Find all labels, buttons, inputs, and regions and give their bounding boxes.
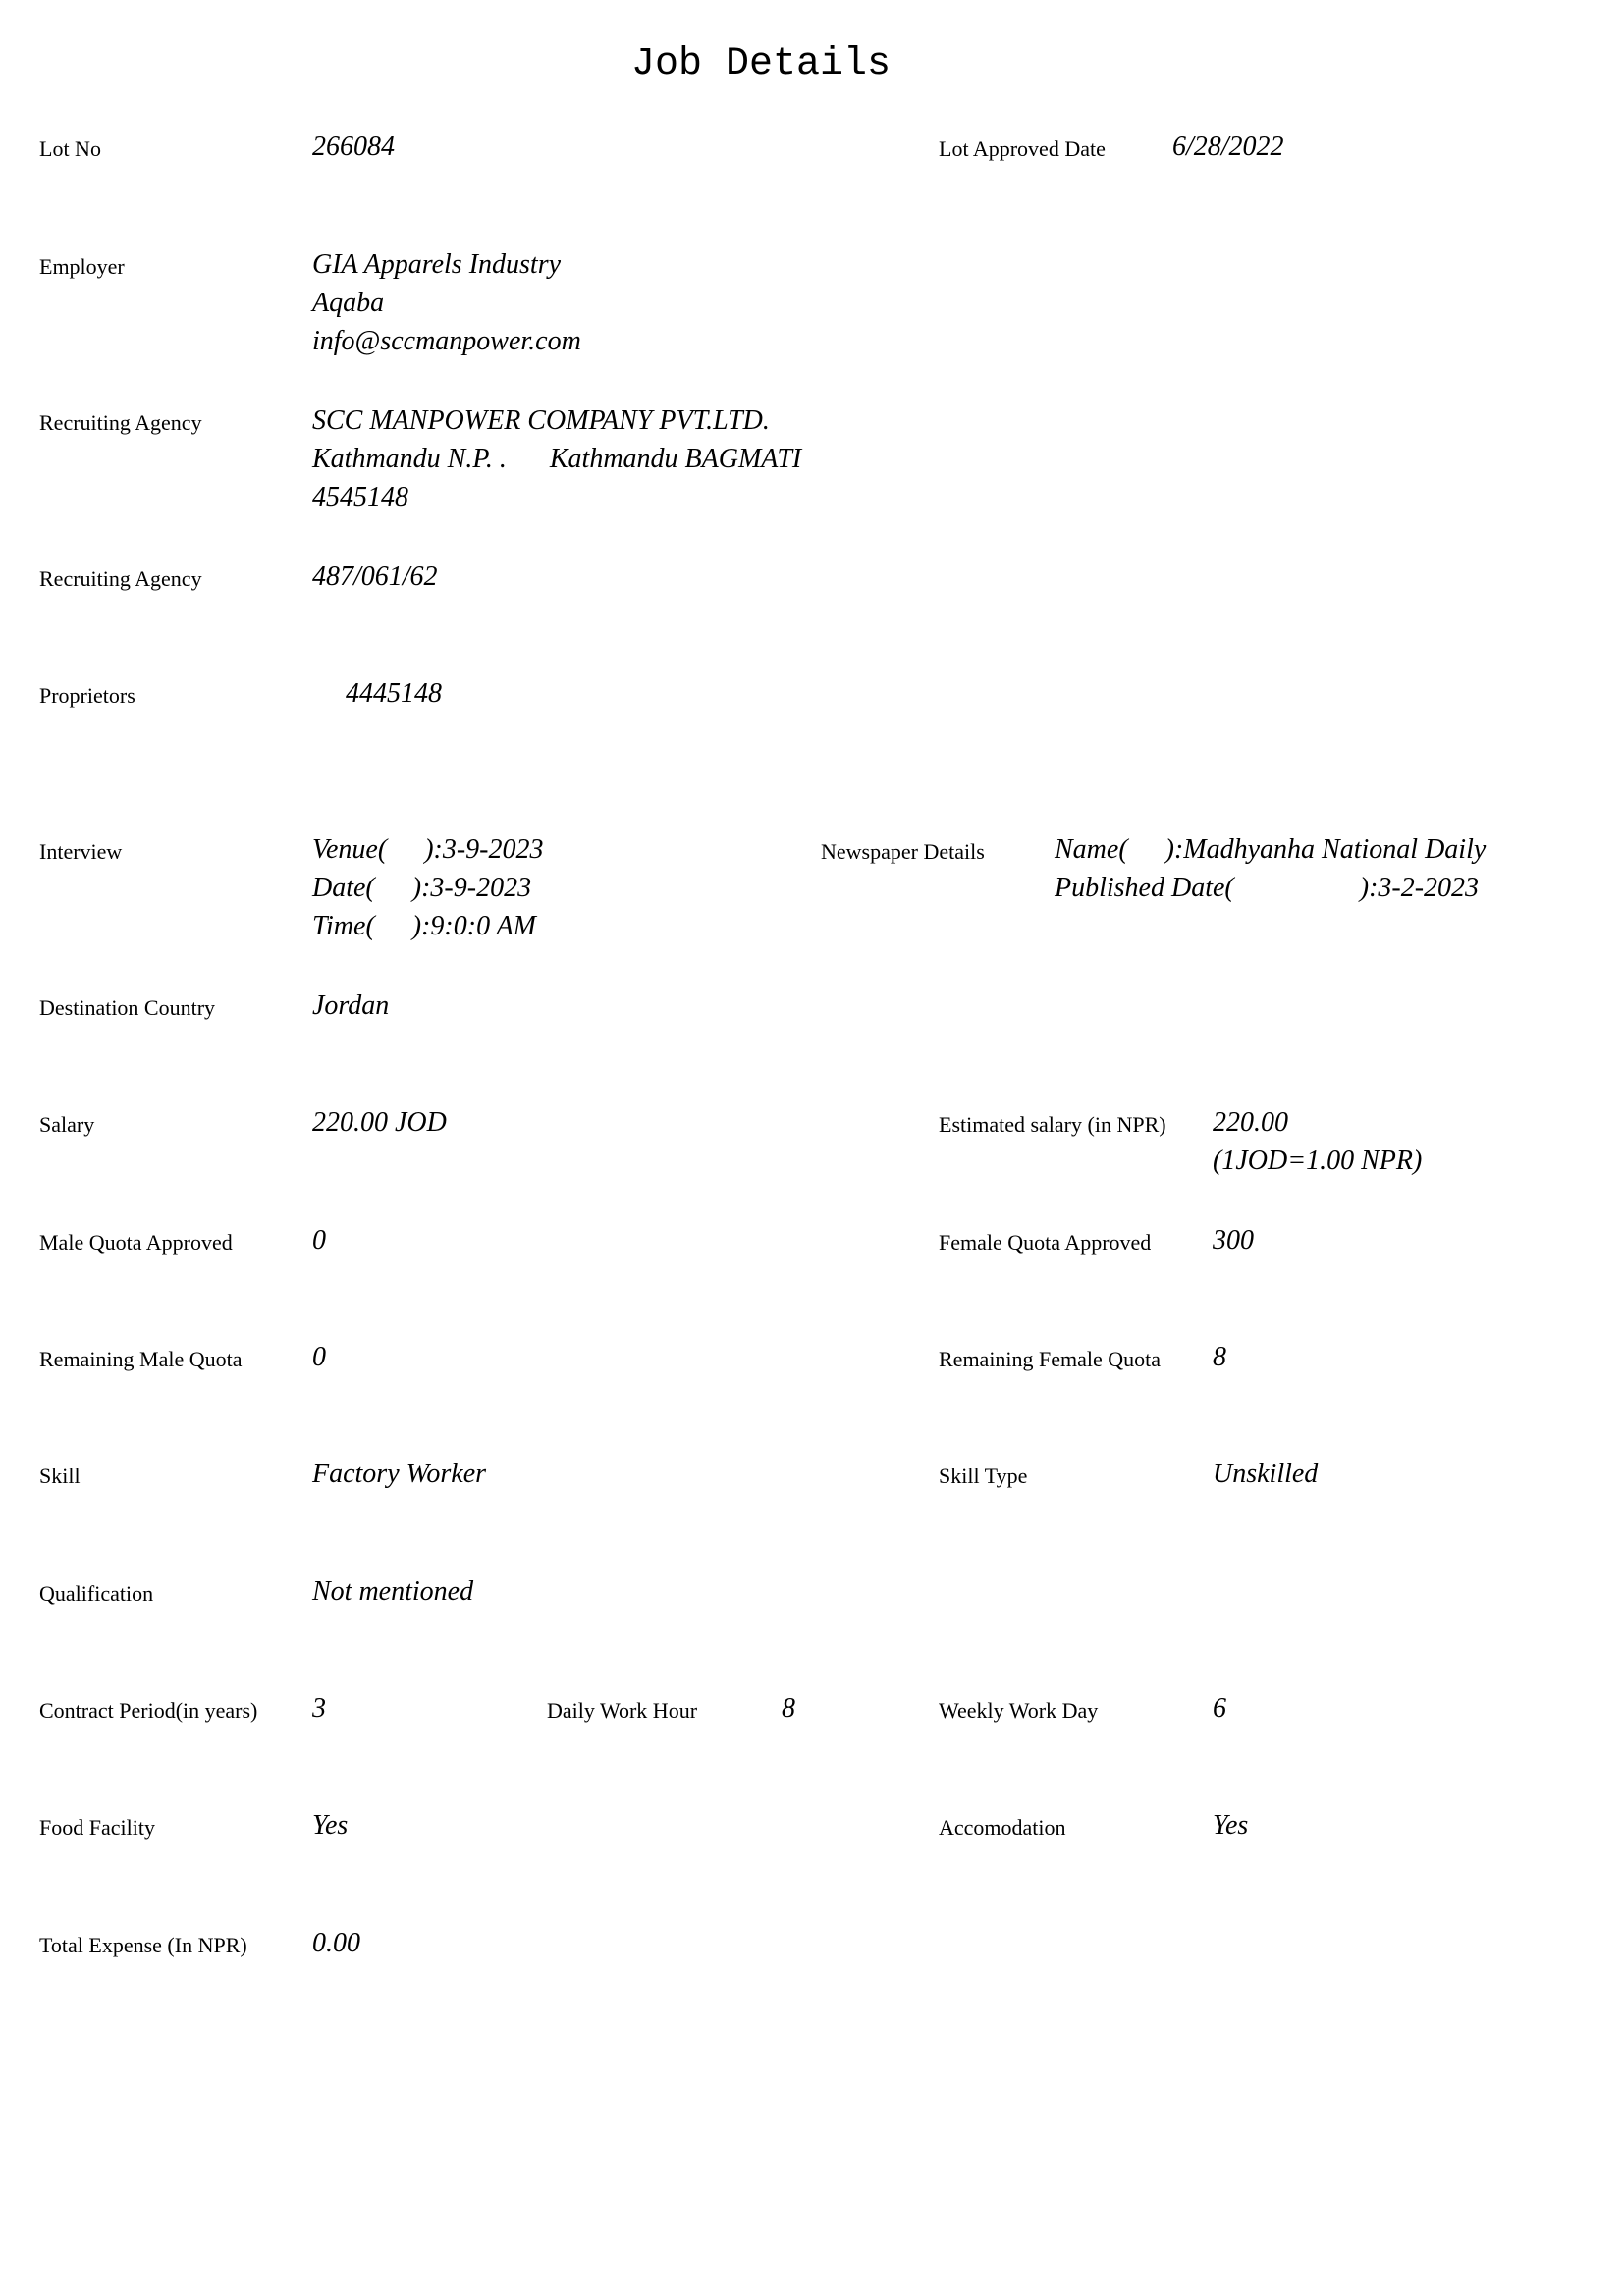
interview-date-value: ):3-9-2023 bbox=[411, 873, 532, 903]
skill-type-value: Unskilled bbox=[1213, 1459, 1319, 1489]
female-quota-approved-label: Female Quota Approved bbox=[939, 1230, 1152, 1255]
daily-work-hour-label: Daily Work Hour bbox=[547, 1698, 698, 1723]
proprietors-label: Proprietors bbox=[39, 683, 135, 708]
salary-label: Salary bbox=[39, 1112, 95, 1137]
newspaper-name-value: ):Madhyanha National Daily bbox=[1164, 834, 1487, 865]
interview-label: Interview bbox=[39, 839, 123, 864]
skill-label: Skill bbox=[39, 1464, 81, 1488]
estimated-salary-value bbox=[1213, 1107, 1422, 1184]
newspaper-label: Newspaper Details bbox=[821, 839, 985, 864]
remaining-female-quota-value: 8 bbox=[1213, 1342, 1226, 1372]
lot-approved-date-label: Lot Approved Date bbox=[939, 136, 1106, 161]
interview-venue-prefix: Venue( bbox=[312, 834, 388, 865]
estimated-salary-label: Estimated salary (in NPR) bbox=[939, 1112, 1166, 1137]
skill-type-label: Skill Type bbox=[939, 1464, 1028, 1488]
food-facility-label: Food Facility bbox=[39, 1815, 155, 1840]
newspaper-value bbox=[1055, 830, 1486, 907]
interview-value bbox=[312, 830, 543, 945]
newspaper-published-prefix: Published Date( bbox=[1055, 873, 1234, 903]
weekly-work-day-value: 6 bbox=[1213, 1693, 1226, 1724]
estimated-salary-rate: (1JOD=1.00 NPR) bbox=[1213, 1146, 1423, 1176]
remaining-male-quota-label: Remaining Male Quota bbox=[39, 1347, 243, 1371]
food-facility-value: Yes bbox=[312, 1810, 349, 1841]
newspaper-name bbox=[1055, 830, 1486, 869]
remaining-male-quota-value: 0 bbox=[312, 1342, 326, 1372]
total-expense-label: Total Expense (In NPR) bbox=[39, 1933, 247, 1957]
accomodation-label: Accomodation bbox=[939, 1815, 1066, 1840]
remaining-female-quota-label: Remaining Female Quota bbox=[939, 1347, 1162, 1371]
recruiting-agency-label: Recruiting Agency bbox=[39, 410, 202, 435]
male-quota-approved-label: Male Quota Approved bbox=[39, 1230, 233, 1255]
interview-time bbox=[312, 907, 543, 945]
skill-value: Factory Worker bbox=[312, 1459, 487, 1489]
employer-label: Employer bbox=[39, 254, 125, 279]
accomodation-value: Yes bbox=[1213, 1810, 1249, 1841]
recruiting-agency-name: SCC MANPOWER COMPANY PVT.LTD. bbox=[312, 405, 770, 436]
qualification-label: Qualification bbox=[39, 1581, 154, 1606]
recruiting-agency-address bbox=[312, 440, 801, 478]
lot-no-value: 266084 bbox=[312, 132, 395, 162]
recruiting-agency-phone: 4545148 bbox=[312, 482, 408, 512]
contract-period-value: 3 bbox=[312, 1693, 326, 1724]
male-quota-approved-value: 0 bbox=[312, 1225, 326, 1255]
contract-period-label: Contract Period(in years) bbox=[39, 1698, 258, 1723]
interview-time-prefix: Time( bbox=[312, 911, 375, 941]
qualification-value: Not mentioned bbox=[312, 1576, 474, 1607]
total-expense-value: 0.00 bbox=[312, 1928, 360, 1958]
employer-email: info@sccmanpower.com bbox=[312, 326, 581, 356]
newspaper-published-value: ):3-2-2023 bbox=[1359, 873, 1480, 903]
interview-time-value: ):9:0:0 AM bbox=[411, 911, 536, 941]
newspaper-published-date bbox=[1055, 869, 1486, 907]
destination-country-value: Jordan bbox=[312, 990, 390, 1021]
lot-no-label: Lot No bbox=[39, 136, 101, 161]
interview-venue bbox=[312, 830, 543, 869]
employer-city: Aqaba bbox=[312, 288, 385, 318]
recruiting-agency-address-part2: Kathmandu BAGMATI bbox=[549, 444, 802, 474]
lot-approved-date-value: 6/28/2022 bbox=[1172, 132, 1284, 162]
newspaper-name-prefix: Name( bbox=[1055, 834, 1128, 865]
weekly-work-day-label: Weekly Work Day bbox=[939, 1698, 1099, 1723]
destination-country-label: Destination Country bbox=[39, 995, 216, 1020]
proprietors-value: 4445148 bbox=[346, 678, 442, 709]
interview-date bbox=[312, 869, 543, 907]
employer-value bbox=[312, 245, 581, 360]
page-title: Job Details bbox=[630, 42, 892, 86]
salary-value: 220.00 JOD bbox=[312, 1107, 447, 1138]
recruiting-agency-license-value: 487/061/62 bbox=[312, 561, 438, 592]
estimated-salary-amount: 220.00 bbox=[1213, 1107, 1288, 1138]
recruiting-agency-address-part1: Kathmandu N.P. . bbox=[312, 444, 507, 474]
recruiting-agency-value bbox=[312, 401, 801, 516]
interview-date-prefix: Date( bbox=[312, 873, 375, 903]
recruiting-agency-license-label: Recruiting Agency bbox=[39, 566, 202, 591]
interview-venue-date: ):3-9-2023 bbox=[424, 834, 544, 865]
daily-work-hour-value: 8 bbox=[782, 1693, 795, 1724]
female-quota-approved-value: 300 bbox=[1213, 1225, 1254, 1255]
employer-name: GIA Apparels Industry bbox=[312, 249, 562, 280]
